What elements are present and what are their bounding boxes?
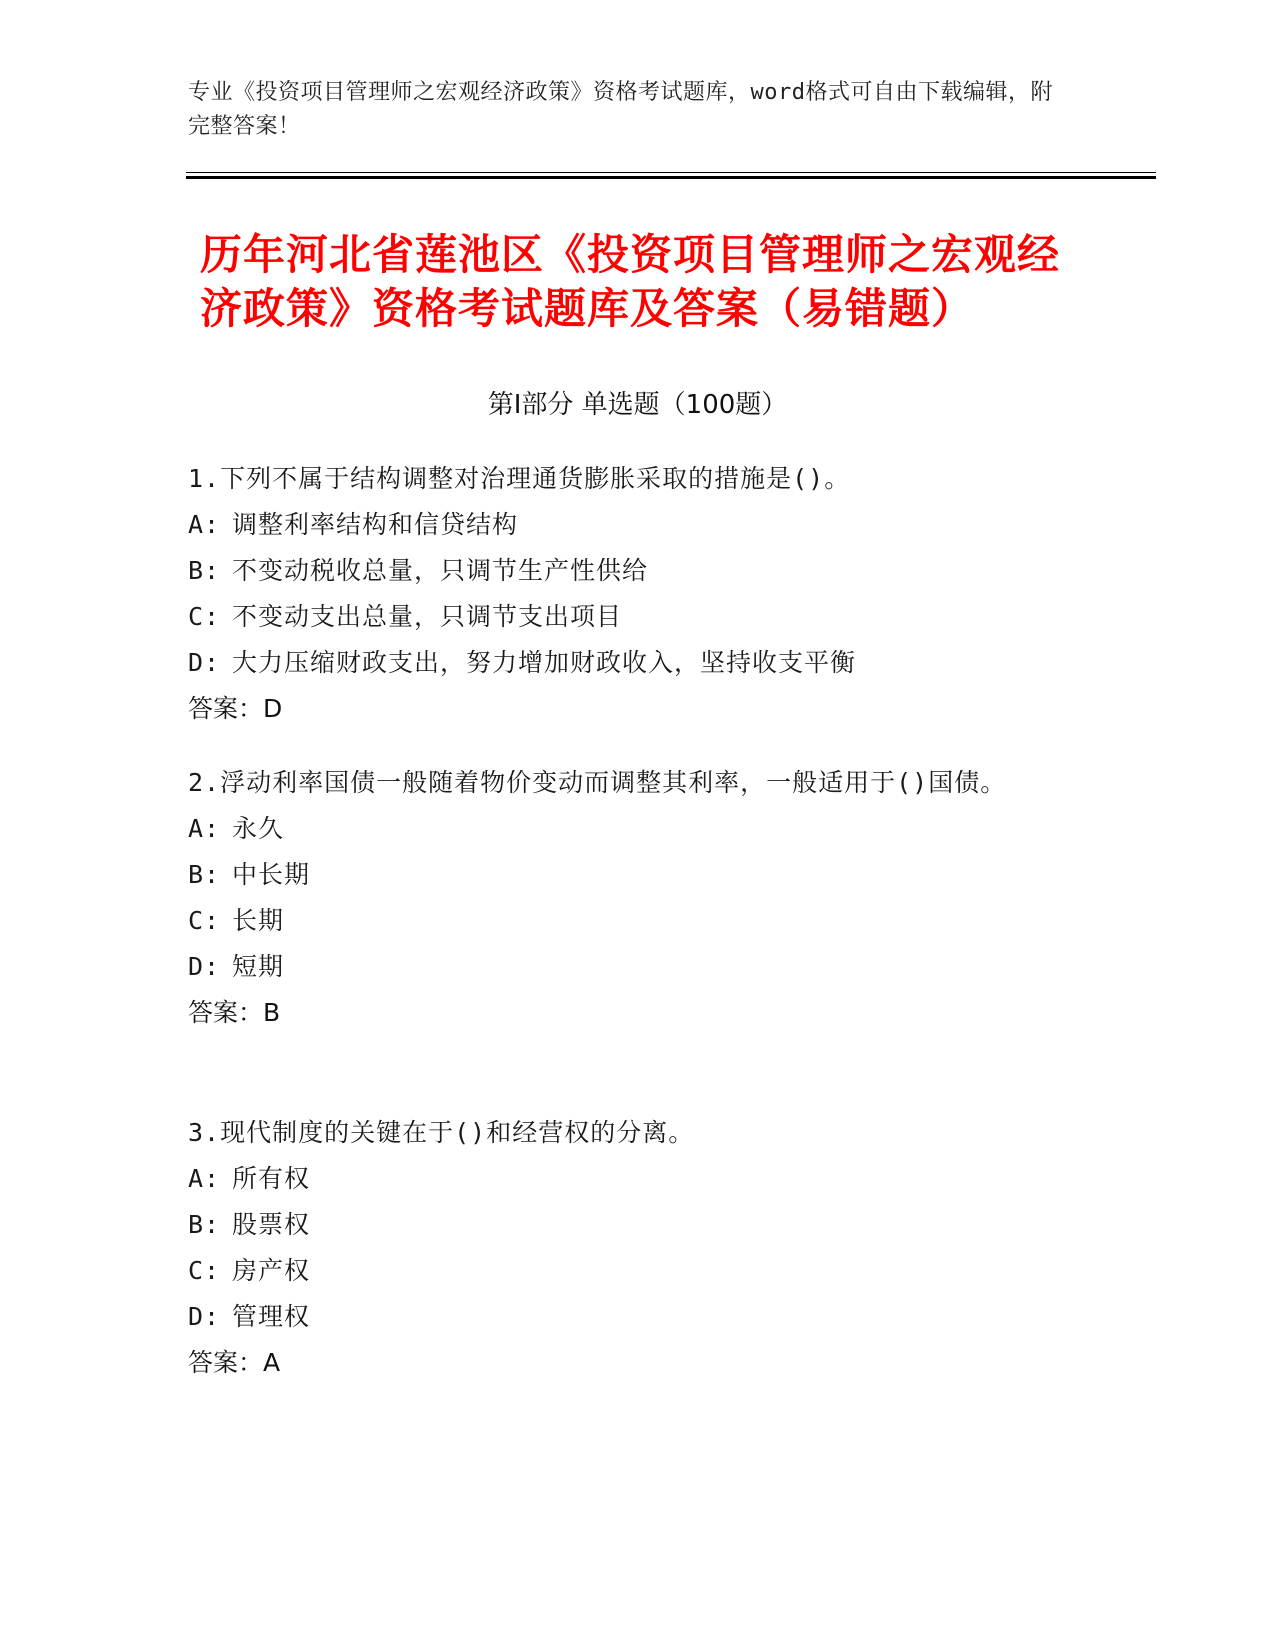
header-rule-thick (186, 176, 1156, 179)
answer-label: 答案：A (188, 1348, 281, 1377)
option-text: 短期 (232, 952, 285, 981)
option-key: A: (188, 1164, 221, 1193)
option-c (188, 594, 1068, 640)
option-b (188, 1202, 1068, 1248)
option-key: A: (188, 814, 221, 843)
document-title: 历年河北省莲池区《投资项目管理师之宏观经济政策》资格考试题库及答案（易错题） (200, 230, 1061, 333)
option-text: 永久 (232, 814, 285, 843)
option-b (188, 548, 1068, 594)
option-text: 长期 (232, 906, 285, 935)
option-c (188, 898, 1068, 944)
option-text: 房产权 (232, 1256, 311, 1285)
option-text: 不变动支出总量，只调节支出项目 (232, 602, 623, 631)
option-key: A: (188, 510, 221, 539)
option-a (188, 502, 1068, 548)
question-stem: 3.现代制度的关键在于()和经营权的分离。 (188, 1118, 695, 1147)
option-text: 大力压缩财政支出，努力增加财政收入，坚持收支平衡 (232, 648, 857, 677)
question-stem: 2.浮动利率国债一般随着物价变动而调整其利率，一般适用于()国债。 (188, 768, 1007, 797)
option-text: 中长期 (232, 860, 311, 889)
section-heading: 第Ⅰ部分 单选题（100题） (487, 390, 788, 420)
option-d (188, 1294, 1068, 1340)
option-a (188, 806, 1068, 852)
header-rule-thin (186, 172, 1156, 173)
option-key: D: (188, 648, 221, 677)
option-key: B: (188, 1210, 221, 1239)
option-d (188, 640, 1068, 686)
question-3 (188, 1110, 1068, 1386)
question-stem: 1.下列不属于结构调整对治理通货膨胀采取的措施是()。 (188, 464, 851, 493)
option-b (188, 852, 1068, 898)
header-note: 专业《投资项目管理师之宏观经济政策》资格考试题库，word格式可自由下载编辑，附完整答案！ (188, 80, 1053, 139)
option-a (188, 1156, 1068, 1202)
option-c (188, 1248, 1068, 1294)
question-1 (188, 456, 1068, 732)
option-key: C: (188, 602, 221, 631)
option-key: C: (188, 1256, 221, 1285)
answer-label: 答案：B (188, 998, 281, 1027)
option-d (188, 944, 1068, 990)
question-2 (188, 760, 1068, 1036)
option-key: D: (188, 1302, 221, 1331)
answer-label: 答案：D (188, 694, 283, 723)
option-text: 所有权 (232, 1164, 311, 1193)
option-key: B: (188, 556, 221, 585)
option-key: D: (188, 952, 221, 981)
option-key: B: (188, 860, 221, 889)
option-text: 管理权 (232, 1302, 311, 1331)
option-text: 调整利率结构和信贷结构 (232, 510, 519, 539)
option-text: 不变动税收总量，只调节生产性供给 (232, 556, 649, 585)
option-key: C: (188, 906, 221, 935)
option-text: 股票权 (232, 1210, 311, 1239)
